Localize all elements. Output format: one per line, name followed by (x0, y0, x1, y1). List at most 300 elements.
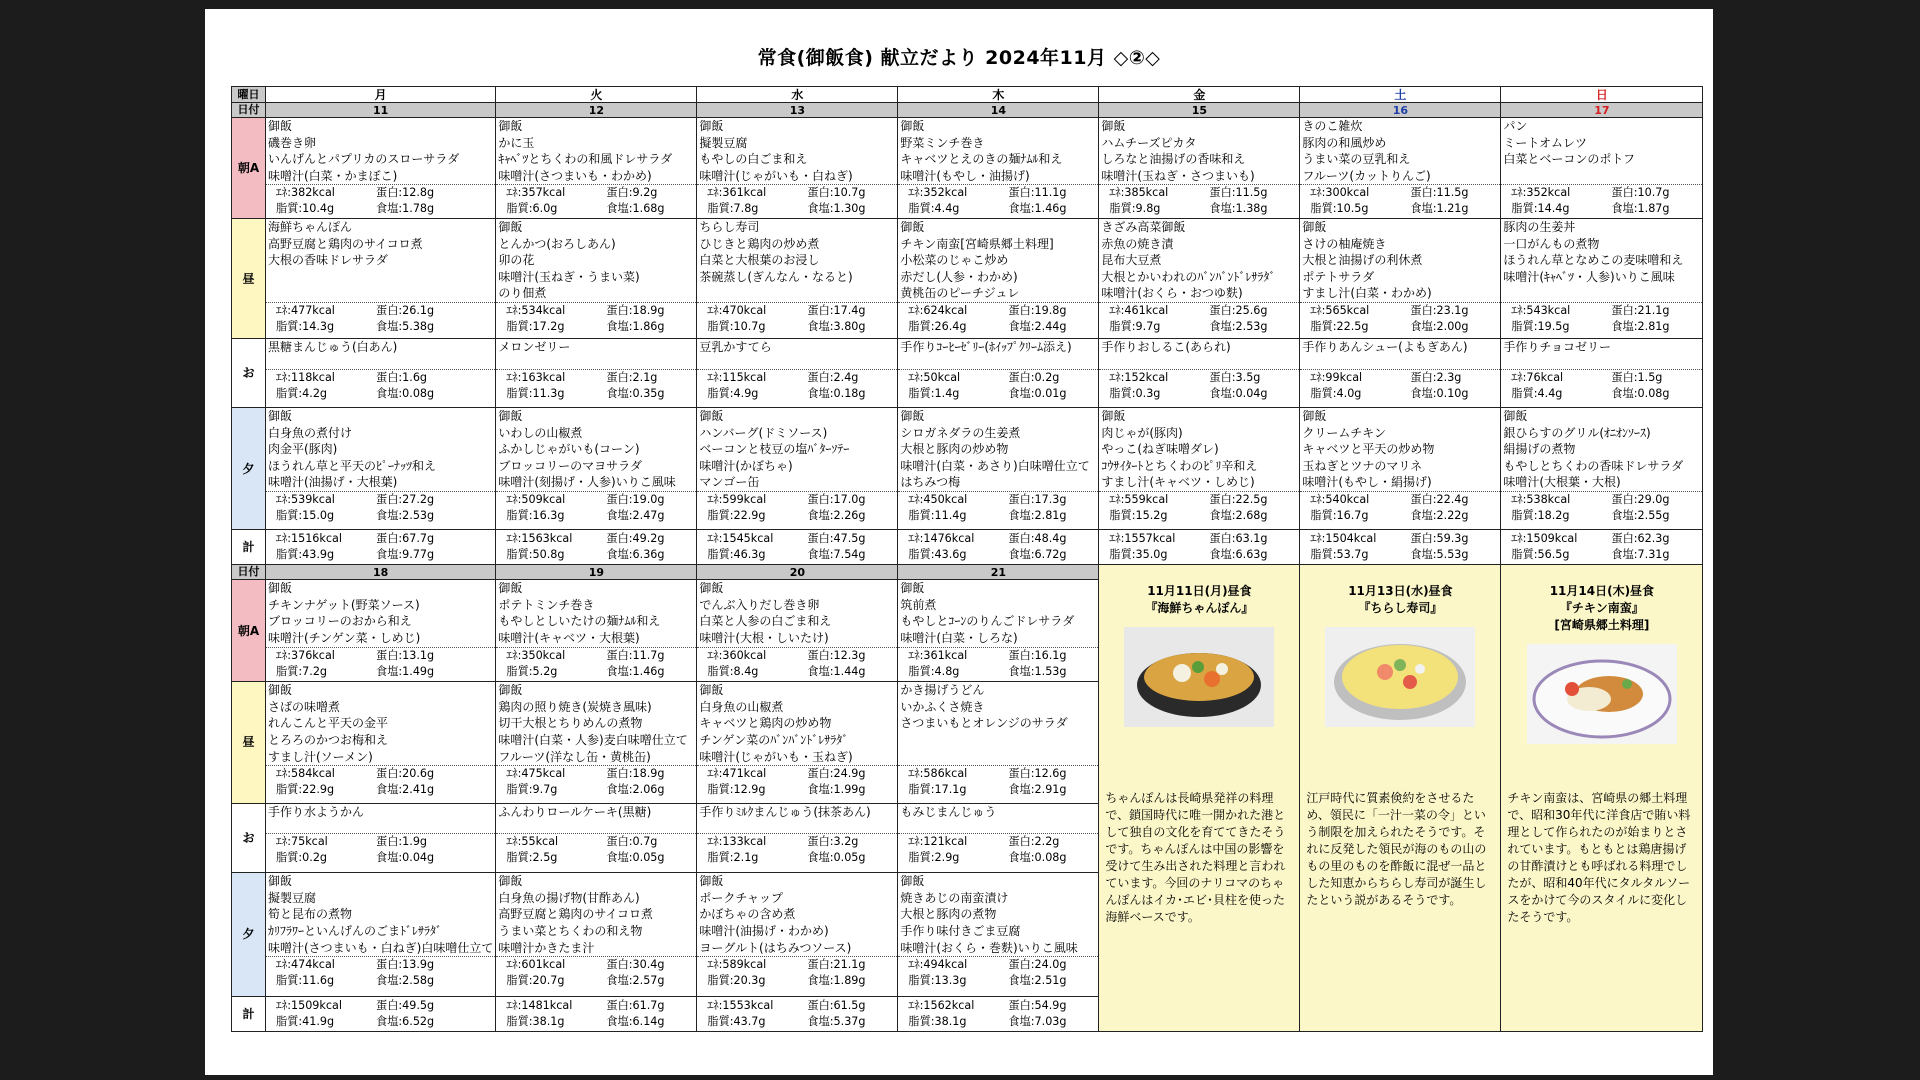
dish-item: 豚肉の生姜丼 (1503, 220, 1576, 234)
nutrition-info (496, 184, 696, 217)
dish-item: 銀ひらすのグリル(ｵﾆｵﾝｿｰｽ) (1503, 425, 1651, 440)
protein-value: 蛋白:26.1g (376, 304, 435, 317)
dish-item: かに玉 (498, 135, 535, 150)
snack-cell (697, 803, 898, 873)
dish-list (1300, 408, 1500, 491)
lunch-cell (1300, 219, 1501, 339)
dish-item: 御飯 (498, 874, 523, 889)
breakfast-cell (1300, 118, 1501, 219)
dish-item: 大根の香味ドレサラダ (268, 253, 388, 268)
dish-item: はちみつ梅 (900, 475, 961, 490)
protein-value: 蛋白:20.6g (376, 767, 435, 781)
dish-item: 御飯 (268, 581, 293, 596)
dish-list (266, 682, 495, 765)
dish-item: ほうれん草と平天のﾋﾟｰﾅｯﾂ和え (268, 458, 437, 473)
dish-list (697, 408, 897, 491)
total-cell (496, 996, 697, 1031)
nutrition-info (898, 833, 1098, 866)
nutrition-info (697, 302, 897, 335)
salt-value: 食塩:0.08g (376, 386, 435, 400)
lunch-cell (1501, 219, 1703, 339)
snack-label: お (232, 803, 266, 873)
weekday-7: 日 (1501, 87, 1703, 103)
dish-list (1099, 408, 1299, 491)
dish-item: 味噌汁(おくら・巻麩)いりこ風味 (900, 940, 1078, 955)
fat-value: 脂質:4.8g (908, 664, 960, 678)
protein-value: 蛋白:13.1g (376, 648, 435, 662)
energy-value: ｴﾈ:534kcal (506, 304, 566, 317)
dish-item: 筍と昆布の煮物 (268, 907, 353, 922)
nutrition-info (1501, 369, 1702, 402)
energy-value: ｴﾈ:350kcal (506, 648, 566, 662)
fat-value: 脂質:11.4g (908, 509, 967, 522)
date-cell: 15 (1099, 103, 1300, 118)
dish-item: いかふくさ焼き (900, 699, 985, 714)
energy-value: ｴﾈ:75kcal (276, 835, 328, 849)
dish-item: 御飯 (498, 220, 523, 234)
dish-item: 御飯 (498, 683, 523, 698)
dish-list (898, 118, 1098, 184)
total-cell (898, 530, 1099, 565)
energy-value: ｴﾈ:300kcal (1310, 186, 1370, 200)
nutrition-info (266, 184, 495, 217)
dish-list (697, 339, 897, 369)
breakfast-cell (1501, 118, 1703, 219)
dish-list (1099, 219, 1299, 302)
dish-item: 味噌汁(ｷｬﾍﾞﾂ・人参)いりこ風味 (1503, 269, 1675, 284)
dish-item: チキンナゲット(野菜ソース) (268, 597, 420, 612)
energy-value: ｴﾈ:382kcal (276, 186, 335, 200)
feature-text: ちゃんぽんは長崎県発祥の料理で、鎖国時代に唯一開かれた港として独自の文化を育ててきたそうです。ちゃんぽんは中国の影響を受けて生み出された料理と言われています。今回のナリコマのちゃんぽんはイカ･エビ･貝柱を使った海鮮ベースです。 (1105, 791, 1286, 924)
dish-item: 鶏肉の照り焼き(炭焼き風味) (498, 699, 652, 714)
snack-cell (1099, 339, 1300, 408)
dish-list (898, 339, 1098, 369)
nutrition-info (898, 647, 1098, 680)
salt-value: 食塩:2.41g (376, 783, 435, 797)
dish-item: 御飯 (1101, 119, 1126, 133)
nutrition-info (697, 956, 897, 989)
protein-value: 蛋白:25.6g (1209, 304, 1268, 317)
dish-item: 御飯 (900, 581, 925, 596)
dish-item: 擬製豆腐 (699, 135, 748, 150)
salt-value: 食塩:5.38g (376, 320, 435, 333)
fat-value: 脂質:9.7g (1109, 320, 1161, 333)
energy-value: ｴﾈ:361kcal (908, 648, 968, 662)
salt-value: 食塩:2.44g (1008, 320, 1067, 333)
dish-list (266, 873, 495, 956)
dish-list (898, 219, 1098, 302)
feature-text: 江戸時代に質素倹約をさせるため、領民に「一汁一菜の令」という制限を加えられたそうです。それに反発した領民が海のもの山のもの里のものを酢飯に混ぜ一品とした知恵からちらし寿司が誕生したという説があるそうです。 (1306, 791, 1487, 907)
salt-value: 食塩:2.51g (1008, 974, 1067, 988)
date-cell: 18 (266, 565, 496, 580)
dish-list (266, 408, 495, 491)
fat-value: 脂質:4.0g (1310, 386, 1362, 400)
lunch-cell (266, 219, 496, 339)
dish-item: すまし汁(ソーメン) (268, 749, 373, 764)
snack-cell (898, 803, 1099, 873)
dish-item: ちらし寿司 (699, 220, 760, 234)
nutrition-info (898, 184, 1098, 217)
dish-item: 味噌汁(じゃがいも・玉ねぎ) (699, 749, 853, 764)
dish-item: 味噌汁(さつまいも・わかめ) (498, 168, 652, 183)
nutrition-info (1099, 491, 1299, 524)
salt-value: 食塩:2.53g (1209, 320, 1268, 333)
energy-value: ｴﾈ:1509kcal (1511, 532, 1578, 545)
protein-value: 蛋白:62.3g (1611, 532, 1670, 545)
energy-value: ｴﾈ:99kcal (1310, 370, 1363, 384)
date-cell: 20 (697, 565, 898, 580)
protein-value: 蛋白:47.5g (807, 532, 866, 545)
energy-value: ｴﾈ:475kcal (506, 767, 566, 781)
nutrition-info (1501, 184, 1702, 217)
snack-cell (266, 803, 496, 873)
salt-value: 食塩:2.91g (1008, 783, 1067, 797)
fat-value: 脂質:13.3g (908, 974, 967, 988)
energy-value: ｴﾈ:1509kcal (276, 998, 343, 1012)
dinner-cell (1099, 408, 1300, 530)
nutrition-info (266, 530, 495, 563)
fat-value: 脂質:10.4g (276, 202, 335, 216)
dish-item: 味噌汁かきたま汁 (498, 940, 595, 955)
dish-item: パン (1503, 119, 1528, 133)
energy-value: ｴﾈ:1481kcal (506, 998, 573, 1012)
protein-value: 蛋白:24.0g (1008, 958, 1067, 972)
nutrition-info (496, 491, 696, 524)
nutrition-info (898, 530, 1098, 563)
protein-value: 蛋白:2.3g (1410, 370, 1462, 384)
dish-item: 肉じゃが(豚肉) (1101, 425, 1183, 440)
weekday-4: 木 (898, 87, 1099, 103)
energy-value: ｴﾈ:1476kcal (908, 532, 975, 545)
dish-item: 御飯 (268, 409, 293, 423)
dish-item: 味噌汁(もやし・油揚げ) (900, 168, 1030, 183)
dish-list (898, 873, 1098, 956)
nutrition-info (496, 302, 696, 335)
energy-value: ｴﾈ:471kcal (707, 767, 767, 781)
energy-value: ｴﾈ:50kcal (908, 370, 961, 384)
salt-value: 食塩:0.08g (1008, 851, 1067, 865)
dish-item: キャベツと鶏肉の炒め物 (699, 716, 832, 731)
weekday-row (232, 87, 1703, 103)
protein-value: 蛋白:19.8g (1008, 304, 1067, 317)
fat-value: 脂質:15.0g (276, 509, 335, 522)
dish-item: 味噌汁(かぼちゃ) (699, 458, 793, 473)
protein-value: 蛋白:29.0g (1611, 493, 1670, 506)
dish-item: かき揚げうどん (900, 683, 985, 698)
dish-item: 擬製豆腐 (268, 890, 317, 905)
snack-row (232, 339, 1703, 408)
energy-value: ｴﾈ:477kcal (276, 304, 335, 317)
dish-item: 玉ねぎとツナのマリネ (1302, 458, 1423, 473)
protein-value: 蛋白:17.4g (807, 304, 866, 317)
weekday-3: 水 (697, 87, 898, 103)
snack-cell (898, 339, 1099, 408)
dish-item: 白菜と人参の白ごま和え (699, 614, 832, 629)
fat-value: 脂質:2.1g (707, 851, 759, 865)
nutrition-info (266, 491, 495, 524)
salt-value: 食塩:2.26g (807, 509, 866, 522)
dish-list (697, 219, 897, 302)
protein-value: 蛋白:3.5g (1209, 370, 1261, 384)
dish-item: フルーツ(カットりんご) (1302, 168, 1431, 183)
nutrition-info (1300, 491, 1500, 524)
dish-item: 白身魚の山椒煮 (699, 699, 784, 714)
protein-value: 蛋白:61.5g (807, 998, 866, 1012)
energy-value: ｴﾈ:599kcal (707, 493, 767, 506)
dinner-label: 夕 (232, 408, 266, 530)
dish-list (496, 873, 696, 956)
salt-value: 食塩:1.30g (807, 202, 866, 216)
dish-list (697, 580, 897, 646)
salt-value: 食塩:2.55g (1611, 509, 1670, 522)
energy-value: ｴﾈ:589kcal (707, 958, 767, 972)
dish-item: 味噌汁(キャベツ・大根葉) (498, 630, 640, 645)
fat-value: 脂質:22.9g (707, 509, 766, 522)
energy-value: ｴﾈ:450kcal (908, 493, 968, 506)
dish-item: 赤魚の焼き漬 (1101, 236, 1174, 251)
fat-value: 脂質:16.7g (1310, 509, 1369, 522)
dish-list (266, 804, 495, 834)
breakfast-label: 朝A (232, 580, 266, 682)
total-cell (266, 996, 496, 1031)
dish-item: 手作りチョコゼリー (1503, 340, 1612, 354)
fat-value: 脂質:19.5g (1511, 320, 1570, 333)
salt-value: 食塩:0.01g (1008, 386, 1067, 400)
total-label: 計 (232, 996, 266, 1031)
dinner-cell (697, 408, 898, 530)
dish-item: クリームチキン (1302, 425, 1387, 440)
dish-item: 小松菜のじゃこ炒め (900, 253, 1009, 268)
dish-item: 手作り味付きごま豆腐 (900, 924, 1021, 939)
dish-list (1300, 339, 1500, 369)
feature-photo (1325, 627, 1475, 727)
fat-value: 脂質:43.9g (276, 548, 335, 561)
dish-item: 高野豆腐と鶏肉のサイコロ煮 (498, 907, 654, 922)
champon-photo (1124, 627, 1274, 727)
dish-item: メロンゼリー (498, 340, 571, 354)
energy-value: ｴﾈ:538kcal (1511, 493, 1571, 506)
dish-item: 御飯 (268, 874, 293, 889)
protein-value: 蛋白:16.1g (1008, 648, 1067, 662)
salt-value: 食塩:2.68g (1209, 509, 1268, 522)
dish-item: ポテトサラダ (1302, 269, 1375, 284)
fat-value: 脂質:38.1g (908, 1014, 967, 1028)
dish-list (1501, 339, 1702, 369)
energy-value: ｴﾈ:461kcal (1109, 304, 1169, 317)
dish-item: 味噌汁(油揚げ・わかめ) (699, 924, 829, 939)
dish-item: 手作りおしるこ(あられ) (1101, 340, 1231, 354)
fat-value: 脂質:22.9g (276, 783, 335, 797)
dish-item: 御飯 (1503, 409, 1528, 423)
total-cell (496, 530, 697, 565)
snack-cell (697, 339, 898, 408)
dish-list (1501, 408, 1702, 491)
nutrition-info (266, 369, 495, 402)
feature-column (1300, 565, 1501, 1031)
protein-value: 蛋白:24.9g (807, 767, 866, 781)
dish-item: 御飯 (699, 119, 724, 133)
dish-item: 白菜とベーコンのポトフ (1503, 152, 1636, 167)
fat-value: 脂質:10.5g (1310, 202, 1369, 216)
salt-value: 食塩:1.46g (606, 664, 665, 678)
feature-title: 11月14日(木)昼食 『チキン南蛮』 [宮崎県郷土料理] (1549, 584, 1655, 632)
dish-item: もやしとｺｰﾝのりんごドレサラダ (900, 614, 1075, 629)
dish-item: 御飯 (900, 409, 925, 423)
fat-value: 脂質:46.3g (707, 548, 766, 561)
fat-value: 脂質:35.0g (1109, 548, 1168, 561)
feature-columns (1099, 565, 1702, 1031)
salt-value: 食塩:5.37g (807, 1014, 866, 1028)
salt-value: 食塩:7.54g (807, 548, 866, 561)
dish-list (1300, 118, 1500, 184)
fat-value: 脂質:20.7g (506, 974, 565, 988)
salt-value: 食塩:2.81g (1611, 320, 1670, 333)
snack-label: お (232, 339, 266, 408)
fat-value: 脂質:16.3g (506, 509, 565, 522)
dish-item: ふかしじゃがいも(コーン) (498, 442, 640, 457)
energy-value: ｴﾈ:601kcal (506, 958, 566, 972)
dish-item: ブロッコリーのおから和え (268, 614, 412, 629)
dish-item: 御飯 (268, 683, 293, 698)
energy-value: ｴﾈ:539kcal (276, 493, 335, 506)
fat-value: 脂質:43.6g (908, 548, 967, 561)
salt-value: 食塩:0.04g (376, 851, 435, 865)
nutrition-info (898, 765, 1098, 798)
date-cell: 14 (898, 103, 1099, 118)
nutrition-info (1099, 184, 1299, 217)
dish-item: 御飯 (268, 119, 293, 133)
weekday-1: 月 (266, 87, 496, 103)
dish-item: いんげんとパプリカのスローサラダ (268, 152, 460, 167)
dish-item: ほうれん草となめこの麦味噌和え (1503, 253, 1684, 268)
protein-value: 蛋白:59.3g (1410, 532, 1469, 545)
fat-value: 脂質:26.4g (908, 320, 967, 333)
energy-value: ｴﾈ:1557kcal (1109, 532, 1176, 545)
breakfast-cell (1099, 118, 1300, 219)
fat-value: 脂質:56.5g (1511, 548, 1570, 561)
date-row (232, 565, 1703, 580)
dish-list (496, 408, 696, 491)
fat-value: 脂質:0.2g (276, 851, 328, 865)
lunch-cell (898, 682, 1099, 803)
energy-value: ｴﾈ:152kcal (1109, 370, 1169, 384)
energy-value: ｴﾈ:1504kcal (1310, 532, 1377, 545)
nutrition-info (898, 997, 1098, 1030)
dish-list (697, 118, 897, 184)
fat-value: 脂質:43.7g (707, 1014, 766, 1028)
dish-item: さばの味噌煮 (268, 699, 341, 714)
nutrition-info (697, 530, 897, 563)
breakfast-label: 朝A (232, 118, 266, 219)
salt-value: 食塩:2.47g (606, 509, 665, 522)
lunch-cell (898, 219, 1099, 339)
salt-value: 食塩:1.68g (606, 202, 665, 216)
energy-value: ｴﾈ:1516kcal (276, 532, 343, 545)
protein-value: 蛋白:11.7g (606, 648, 665, 662)
salt-value: 食塩:6.52g (376, 1014, 435, 1028)
energy-value: ｴﾈ:540kcal (1310, 493, 1370, 506)
energy-value: ｴﾈ:76kcal (1511, 370, 1564, 384)
lunch-label: 昼 (232, 682, 266, 803)
protein-value: 蛋白:18.9g (606, 767, 665, 781)
dish-item: ｶﾘﾌﾗﾜｰといんげんのごまﾄﾞﾚｻﾗﾀﾞ (268, 924, 443, 939)
dish-item: 味噌汁(チンゲン菜・しめじ) (268, 630, 421, 645)
nutrition-info (1099, 369, 1299, 402)
salt-value: 食塩:1.49g (376, 664, 435, 678)
salt-value: 食塩:0.18g (807, 386, 866, 400)
dish-item: ポテトミンチ巻き (498, 597, 595, 612)
menu-page (205, 9, 1713, 1075)
fat-value: 脂質:0.3g (1109, 386, 1161, 400)
dinner-cell (1300, 408, 1501, 530)
dish-item: もやしの白ごま和え (699, 152, 808, 167)
nutrition-info (496, 647, 696, 680)
dish-item: 野菜ミンチ巻き (900, 135, 985, 150)
salt-value: 食塩:6.14g (606, 1014, 665, 1028)
breakfast-cell (266, 580, 496, 682)
nutrition-info (266, 956, 495, 989)
salt-value: 食塩:0.08g (1611, 386, 1670, 400)
salt-value: 食塩:5.53g (1410, 548, 1469, 561)
fat-value: 脂質:2.9g (908, 851, 960, 865)
nutrition-info (1501, 302, 1702, 335)
dish-item: 筑前煮 (900, 597, 937, 612)
date-cell: 19 (496, 565, 697, 580)
feature-title: 11月13日(水)昼食 『ちらし寿司』 (1348, 584, 1453, 615)
dish-item: 味噌汁(白菜・かまぼこ) (268, 168, 398, 183)
dish-list (1099, 339, 1299, 369)
salt-value: 食塩:9.77g (376, 548, 435, 561)
fat-value: 脂質:6.0g (506, 202, 558, 216)
chirashi-photo (1325, 627, 1475, 727)
protein-value: 蛋白:67.7g (376, 532, 435, 545)
dish-item: さつまいもとオレンジのサラダ (900, 716, 1068, 731)
dish-item: 一口がんもの煮物 (1503, 236, 1600, 251)
dish-item: 赤だし(人参・わかめ) (900, 269, 1018, 284)
energy-value: ｴﾈ:361kcal (707, 186, 767, 200)
breakfast-row (232, 118, 1703, 219)
dish-item: うまい菜の豆乳和え (1302, 152, 1411, 167)
nutrition-info (697, 833, 897, 866)
fat-value: 脂質:11.3g (506, 386, 565, 400)
nutrition-info (697, 184, 897, 217)
energy-value: ｴﾈ:121kcal (908, 835, 968, 849)
salt-value: 食塩:3.80g (807, 320, 866, 333)
weekday-label: 曜日 (232, 87, 266, 103)
breakfast-cell (898, 118, 1099, 219)
energy-value: ｴﾈ:357kcal (506, 186, 566, 200)
feature-panel (1099, 565, 1703, 1032)
dish-item: ブロッコリーのマヨサラダ (498, 458, 643, 473)
protein-value: 蛋白:13.9g (376, 958, 435, 972)
energy-value: ｴﾈ:1553kcal (707, 998, 774, 1012)
menu-table (231, 86, 1703, 1032)
dish-item: 味噌汁(じゃがいも・白ねぎ) (699, 168, 853, 183)
protein-value: 蛋白:21.1g (807, 958, 866, 972)
salt-value: 食塩:0.04g (1209, 386, 1268, 400)
dish-item: 高野豆腐と鶏肉のサイコロ煮 (268, 236, 423, 251)
dish-item: 御飯 (498, 119, 523, 133)
dish-item: 豚肉の和風炒め (1302, 135, 1387, 150)
breakfast-cell (266, 118, 496, 219)
energy-value: ｴﾈ:474kcal (276, 958, 335, 972)
dish-item: しろなと油揚げの香味和え (1101, 152, 1246, 167)
fat-value: 脂質:4.2g (276, 386, 328, 400)
dish-item: かぼちゃの含め煮 (699, 907, 796, 922)
nutrition-info (898, 956, 1098, 989)
salt-value: 食塩:1.53g (1008, 664, 1067, 678)
protein-value: 蛋白:11.5g (1410, 186, 1469, 200)
